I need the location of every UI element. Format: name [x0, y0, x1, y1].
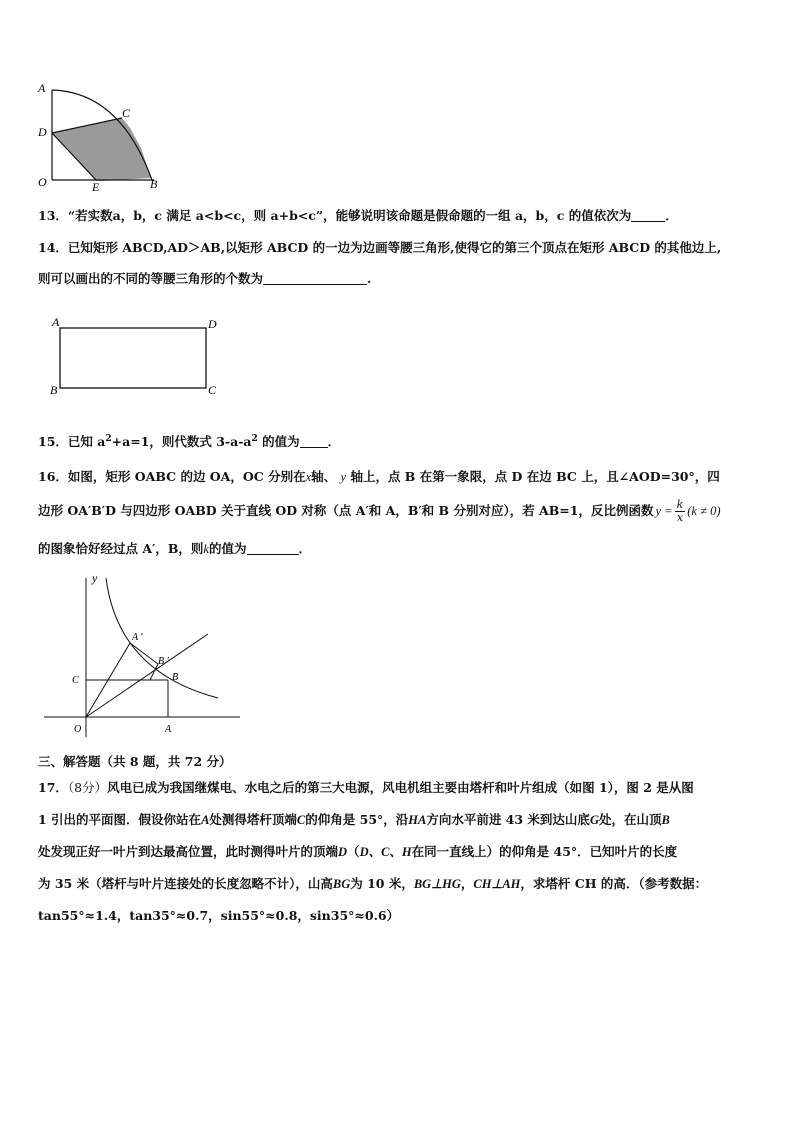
var: D [338, 845, 348, 859]
question-13 [38, 200, 768, 231]
label-y: y [92, 572, 98, 585]
text: 为 10 米， [350, 876, 414, 891]
question-number: 15． [38, 434, 68, 450]
question-number: 16． [38, 469, 68, 484]
var-k: k [203, 542, 209, 556]
function-condition: (k ≠ 0) [687, 504, 721, 518]
punct: ． [665, 208, 678, 223]
text: 的仰角是 55°，沿 [305, 812, 409, 827]
question-15 [38, 424, 768, 457]
text: 处，在山顶 [598, 812, 662, 827]
var: G [589, 813, 599, 827]
label-c: C [122, 106, 131, 120]
text: 风电已成为我国继煤电、水电之后的第三大电源，风电机组主要由塔杆和叶片组成（如图 1），图 2 是从图 [107, 780, 694, 795]
text: 方向水平前进 43 米到达山底 [426, 812, 590, 827]
text: ， [460, 876, 474, 891]
text: 的图象恰好经过点 A′，B，则 [38, 541, 204, 556]
answer-blank[interactable] [631, 207, 665, 222]
text: 的值为 [257, 434, 300, 450]
text: 的值为 [208, 541, 247, 556]
text: 轴、 [311, 469, 337, 484]
answer-blank[interactable] [247, 540, 299, 555]
label-a: A [165, 724, 172, 735]
reference-data: tan55°≈1.4，tan35°≈0.7，sin55°≈0.8，sin35°≈0.6） [38, 908, 400, 923]
answer-blank[interactable] [300, 433, 328, 448]
punct: ． [327, 434, 341, 450]
punct: . [367, 271, 372, 286]
section-heading: 三、解答题（共 8 题，共 72 分） [38, 754, 232, 769]
figure-coordinate-graph [40, 572, 240, 742]
var: C [296, 813, 306, 827]
label-a: A [38, 81, 46, 95]
question-number: 17． [38, 780, 68, 795]
label-b-prime: B ′ [158, 656, 169, 667]
label-c: C [72, 675, 79, 686]
label-b: B [50, 383, 58, 397]
text: +a=1，则代数式 3-a-a [111, 434, 252, 450]
label-a-prime: A ′ [132, 632, 143, 643]
question-number: 13． [38, 208, 68, 223]
exponent: 2 [105, 434, 112, 444]
score: （8分） [67, 780, 108, 795]
question-line-2: 则可以画出的不同的等腰三角形的个数为 [38, 271, 264, 286]
text: 边形 OA′B′D 与四边形 OABD 关于直线 OD 对称（点 A′和 A，B′和 B 分别对应），若 AB=1，反比例函数 [38, 503, 654, 518]
label-a: A [52, 315, 60, 329]
text: 如图，矩形 OABC 的边 OA，OC 分别在 [67, 469, 306, 484]
text: 处测得塔杆顶端 [209, 812, 297, 827]
question-text: “若实数a，b，c 满足 a<b<c，则 a+b<c”，能够说明该命题是假命题的一组 a，b，c 的值依次为 [67, 208, 632, 223]
var: HA [408, 813, 427, 827]
var: CH⊥AH [473, 877, 521, 891]
label-c: C [208, 383, 217, 397]
denominator: x [676, 511, 684, 524]
label-d: D [208, 317, 217, 331]
segment-b-prime-d [150, 664, 158, 680]
label-b: B [172, 672, 179, 683]
text: 在同一直线上）的仰角是 45°．已知叶片的长度 [411, 844, 678, 859]
question-line-1: 已知矩形 ABCD,AD＞AB,以矩形 ABCD 的一边为边画等腰三角形,使得它的第三个顶点在矩形 ABCD 的其他边上, [67, 240, 722, 255]
label-d: D [38, 125, 47, 139]
question-17 [38, 772, 768, 932]
label-o: O [38, 175, 47, 189]
text: 处发现正好一叶片到达最高位置，此时测得叶片的顶端 [38, 844, 339, 859]
text: 为 35 米（塔杆与叶片连接处的长度忽略不计），山高 [38, 876, 333, 891]
punct: ． [298, 541, 312, 556]
text: 1 引出的平面图．假设你站在 [38, 812, 202, 827]
var: BG [332, 877, 351, 891]
label-b: B [150, 177, 158, 191]
label-e: E [92, 180, 100, 194]
fraction-k-over-x [675, 499, 686, 524]
line-od [86, 634, 208, 717]
var-y: y [340, 470, 347, 484]
var-x: x [305, 470, 312, 484]
var: BG⊥HG [413, 877, 461, 891]
exponent: 2 [251, 434, 258, 444]
function-lhs: y = [655, 504, 673, 518]
var: B [661, 813, 670, 827]
answer-blank[interactable] [263, 270, 367, 285]
rectangle-abcd [60, 328, 206, 388]
question-number: 14． [38, 240, 68, 255]
segment-a-prime-b-prime [130, 643, 158, 664]
question-16 [38, 461, 768, 565]
var: A [201, 813, 210, 827]
figure-rectangle [44, 312, 224, 402]
question-14 [38, 232, 768, 294]
figure-quarter-circle [30, 78, 170, 196]
numerator: k [676, 498, 684, 511]
text: 已知 a [67, 434, 106, 450]
label-o: O [74, 724, 82, 735]
text: ，求塔杆 CH 的高．（参考数据： [520, 876, 708, 891]
text: 轴上，点 B 在第一象限，点 D 在边 BC 上，且∠AOD=30°，四 [350, 469, 720, 484]
var: D、C、H [359, 845, 412, 859]
text: （ [347, 844, 360, 859]
